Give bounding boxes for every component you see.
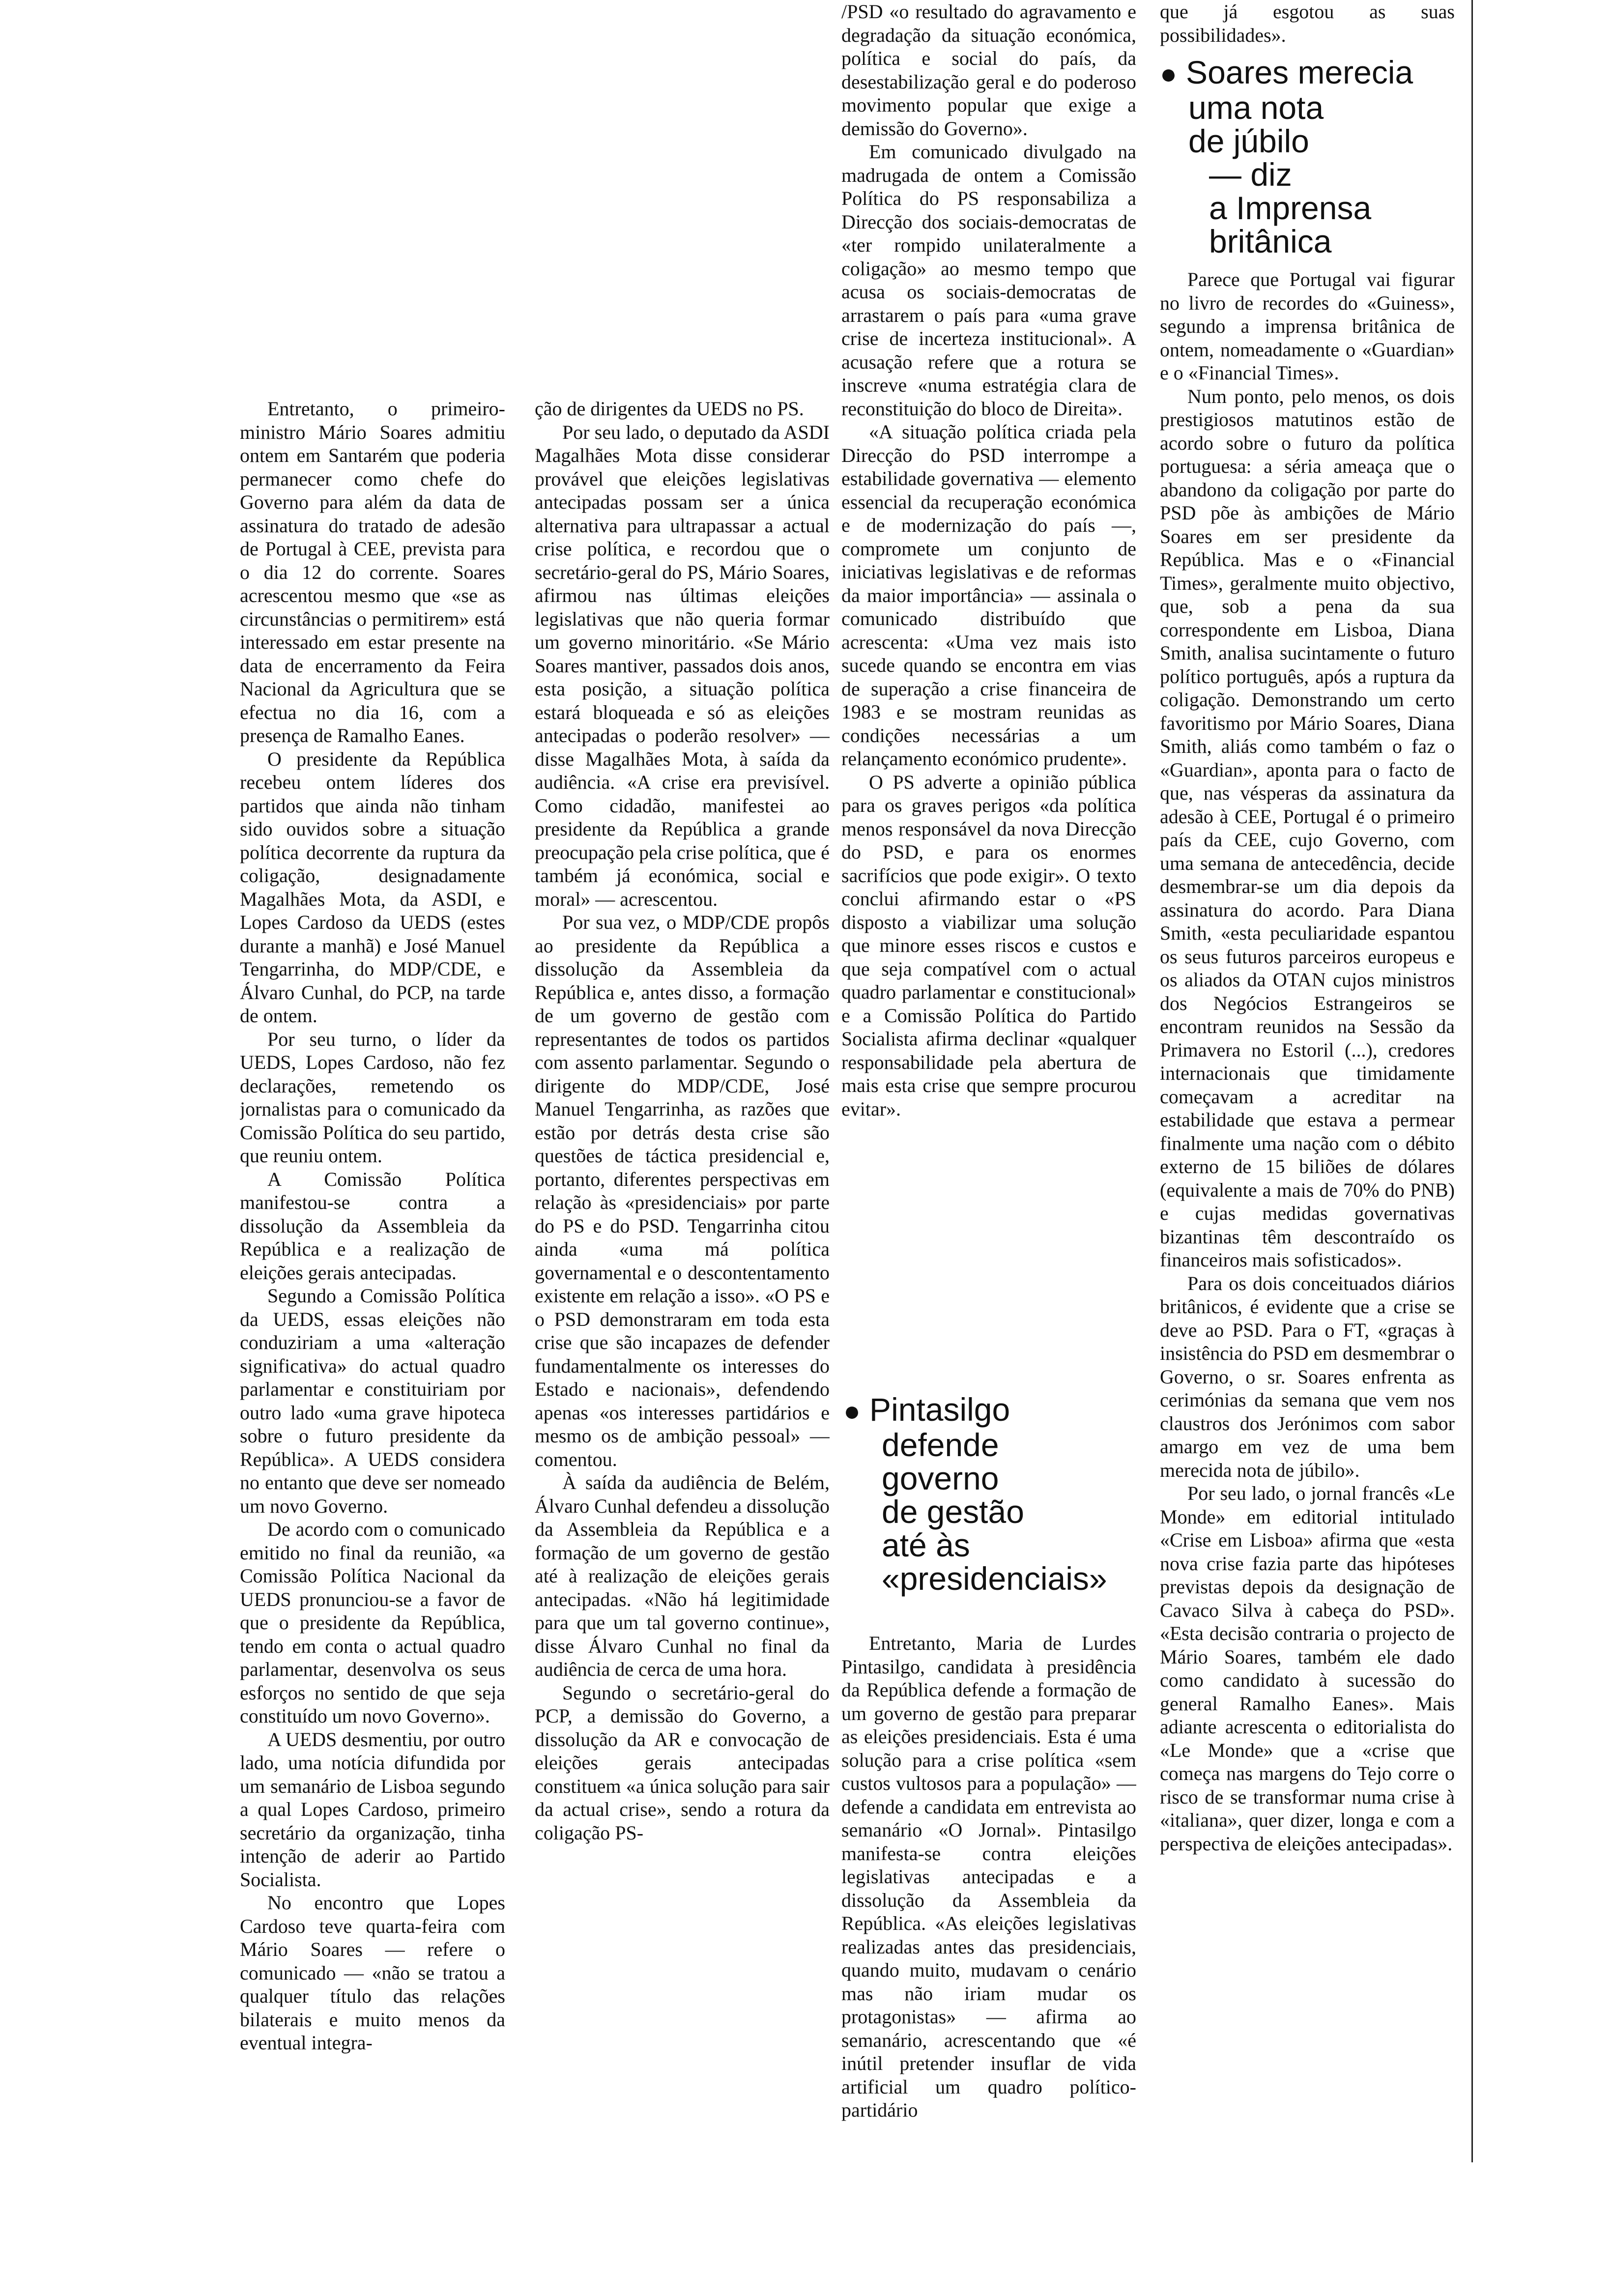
paragraph: Segundo a Comissão Política da UEDS, essas eleições não conduziriam a uma «alteração significativa» do actual quadro parlamentar e constituiriam por outro lado «uma grave hipoteca sobre o futuro presidente da República». A UEDS considera no entanto que deve ser nomeado um novo Governo. (240, 1285, 505, 1517)
paragraph: No encontro que Lopes Cardoso teve quarta-feira com Mário Soares — refere o comunicado — «não se tratou a qualquer título das relações bilaterais e muito menos da eventual integra- (240, 1892, 505, 2054)
headline-line: «presidenciais» (882, 1560, 1107, 1597)
paragraph: ção de dirigentes da UEDS no PS. (535, 398, 804, 420)
lead-text (1160, 0, 1455, 47)
article-column-2 (535, 397, 830, 2127)
paragraph: O PS adverte a opinião pública para os graves perigos «da política menos responsável da nova Direcção do PSD, e para os enormes sacrifícios que pode exigir». O texto conclui afirmando estar o «PS disposto a viabilizar uma solução que minore esses riscos e custos e que seja compatível com o actual quadro parlamentar e constitucional» e a Comissão Política do Partido Socialista afirma declinar «qualquer responsabilidade pela abertura de mais esta crise que sempre procurou evitar». (841, 771, 1136, 1120)
headline-line: ● Pintasilgo (843, 1391, 1010, 1428)
paragraph: À saída da audiência de Belém, Álvaro Cunhal defendeu a dissolução da Assembleia da República e a formação de um governo de gestão até à realização de eleições gerais antecipadas. «Não há legitimidade para que um tal governo continue», disse Álvaro Cunhal no final da audiência de cerca de uma hora. (535, 1471, 830, 1680)
paragraph: De acordo com o comunicado emitido no final da reunião, «a Comissão Política Nacional da UEDS pronunciou-se a favor de que o presidente da República, tendo em conta o actual quadro parlamentar, desenvolva os seus esforços no sentido de que seja constituído um novo Governo». (240, 1518, 505, 1727)
headline-line: britânica (1209, 223, 1332, 259)
headline-line: de júbilo (1188, 123, 1309, 159)
pintasilgo-headline (843, 1393, 1138, 1609)
paragraph: Por seu turno, o líder da UEDS, Lopes Cardoso, não fez declarações, remetendo os jornalistas para o comunicado da Comissão Política do seu partido, que reuniu ontem. (240, 1028, 505, 1167)
paragraph: «A situação política criada pela Direcção do PSD interrompe a estabilidade governativa — elemento essencial da recuperação económica e de modernização do país —, compromete um conjunto de iniciativas legislativas e de reformas da maior importância» — assinala o comunicado distribuído que acrescenta: «Uma vez mais isto sucede quando se encontra em vias de superação a crise financeira de 1983 e se mostram reunidas as condições necessárias a um relançamento económico prudente». (841, 421, 1136, 770)
headline-line: governo (882, 1460, 999, 1496)
paragraph: O presidente da República recebeu ontem líderes dos partidos que ainda não tinham sido ouvidos sobre a situação política decorrente da ruptura da coligação, designadamente Magalhães Mota, da ASDI, e Lopes Cardoso da UEDS (estes durante a manhã) e José Manuel Tengarrinha, do MDP/CDE, e Álvaro Cunhal, do PCP, na tarde de ontem. (240, 747, 505, 1027)
paragraph: Parece que Portugal vai figurar no livro de recordes do «Guiness», segundo a imprensa britânica de ontem, nomeadamente o «Guardian» e o «Financial Times». (1160, 268, 1455, 384)
soares-headline (1160, 56, 1455, 258)
paragraph: Por seu lado, o deputado da ASDI Magalhães Mota disse considerar provável que eleições legislativas antecipadas possam ser a única alternativa para ultrapassar a actual crise política, e recordou que o secretário-geral do PS, Mário Soares, afirmou nas últimas eleições legislativas que não queria formar um governo minoritário. «Se Mário Soares mantiver, passados dois anos, esta posição, a situação política estará bloqueada e só as eleições antecipadas o poderão resolver» — disse Magalhães Mota, à saída da audiência. «A crise era previsível. Como cidadão, manifestei ao presidente da República a grande preocupação pela crise política, que é também já económica, social e moral» — acrescentou. (535, 421, 830, 910)
paragraph: Entretanto, o primeiro-ministro Mário Soares admitiu ontem em Santarém que poderia permanecer como chefe do Governo para além da data de assinatura do tratado de adesão de Portugal à CEE, prevista para o dia 12 do corrente. Soares acrescentou mesmo que «se as circunstâncias o permitirem» está interessado em estar presente na data de encerramento da Feira Nacional da Agricultura que se efectua no dia 16, com a presença de Ramalho Eanes. (240, 398, 505, 746)
headline-line: a Imprensa (1209, 190, 1372, 226)
bullet-icon: ● (843, 1395, 861, 1427)
headline-line: de gestão (882, 1493, 1024, 1530)
paragraph: Entretanto, Maria de Lurdes Pintasilgo, candidata à presidência da República defende a formação de um governo de gestão para preparar as eleições presidenciais. Esta é uma solução para a crise política «sem custos vultosos para a população» — defende a candidata em entrevista ao semanário «O Jornal». Pintasilgo manifesta-se contra eleições legislativas antecipadas e a dissolução da Assembleia da República. «As eleições legislativas realizadas antes das presidenciais, quando muito, mudavam o cenário mas não iriam mudar os protagonistas» — afirma ao semanário, acrescentando que «é inútil pretender insuflar de vida artificial um quadro político-partidário (841, 1632, 1136, 2121)
bullet-icon: ● (1160, 58, 1178, 90)
paragraph: Em comunicado divulgado na madrugada de ontem a Comissão Política do PS responsabiliza a Direcção dos sociais-democratas de «ter rompido unilateralmente a coligação» ao mesmo tempo que acusa os sociais-democratas de arrastarem o país para «uma grave crise de incerteza institucional». A acusação refere que a rotura se inscreve «numa estratégia clara de reconstituição do bloco de Direita». (841, 141, 1136, 420)
paragraph: Para os dois conceituados diários britânicos, é evidente que a crise se deve ao PSD. Para o FT, «graças à insistência do PSD em desmembrar o Governo, o sr. Soares enfrenta as cerimónias da semana que vem nos claustros dos Jerónimos com sabor amargo em vez de uma bem merecida nota de júbilo». (1160, 1272, 1455, 1481)
article-column-3-continued (841, 1632, 1136, 2128)
paragraph: Segundo o secretário-geral do PCP, a demissão do Governo, a dissolução da AR e convocação de eleições gerais antecipadas constituem «a única solução para sair da actual crise», sendo a rotura da coligação PS- (535, 1681, 830, 1844)
article-body (1160, 268, 1455, 1855)
article-column-4 (1160, 0, 1455, 2177)
article-column-1 (240, 397, 505, 2127)
headline-line: defende (882, 1427, 999, 1463)
headline-line: ● Soares merecia (1160, 54, 1413, 90)
headline-line: até às (882, 1527, 970, 1563)
paragraph: A UEDS desmentiu, por outro lado, uma notícia difundida por um semanário de Lisboa segundo a qual Lopes Cardoso, primeiro secretário da organização, tinha intenção de aderir ao Partido Socialista. (240, 1728, 505, 1891)
paragraph: Por sua vez, o MDP/CDE propôs ao presidente da República a dissolução da Assembleia da República e, antes disso, a formação de um governo de gestão com representantes de todos os partidos com assento parlamentar. Segundo o dirigente do MDP/CDE, José Manuel Tengarrinha, as razões que estão por detrás desta crise são questões de táctica presidencial e, portanto, diferentes perspectivas em relação às «presidenciais» por parte do PS e do PSD. Tengarrinha citou ainda «uma má política governamental e o descontentamento existente em relação a isso». «O PS e o PSD demonstraram em toda esta crise que são incapazes de defender fundamentalmente os interesses do Estado e nacionais», defendendo apenas «os interesses partidários e mesmo os de ambição pessoal» — comentou. (535, 911, 830, 1470)
paragraph: Num ponto, pelo menos, os dois prestigiosos matutinos estão de acordo sobre o futuro da política portuguesa: a séria ameaça que o abandono da coligação por parte do PSD põe às ambições de Mário Soares em ser presidente da República. Mas e o «Financial Times», geralmente muito objectivo, que, sob a pena da sua correspondente em Lisboa, Diana Smith, analisa sucintamente o futuro político português, após a ruptura da coligação. Demonstrando um certo favoritismo por Mário Soares, Diana Smith, aliás como também o faz o «Guardian», aponta para o facto de que, nas vésperas da assinatura da adesão à CEE, Portugal é o primeiro país da CEE, cujo Governo, com uma semana de antecedência, decide desmembrar-se um dia depois da assinatura do acordo. Para Diana Smith, «esta peculiaridade espantou os seus futuros parceiros europeus e os aliados da OTAN cujos ministros dos Negócios Estrangeiros se encontram reunidos na Sessão da Primavera no Estoril (...), credores internacionais que timidamente começavam a acreditar na estabilidade que estava a permear finalmente uma nação com o débito externo de 15 biliões de dólares (equivalente a mais de 70% do PNB) e cujas medidas governativas bizantinas têm descontraído os financeiros mais sofisticados». (1160, 385, 1455, 1271)
paragraph: /PSD «o resultado do agravamento e degradação da situação económica, política e social do país, da desestabilização geral e do poderoso movimento popular que exige a demissão do Governo». (841, 0, 1136, 140)
paragraph: que já esgotou as suas possibilidades». (1160, 0, 1455, 46)
right-margin-rule (1471, 0, 1473, 2162)
article-column-3 (841, 0, 1136, 1376)
paragraph: A Comissão Política manifestou-se contra a dissolução da Assembleia da República e a realização de eleições gerais antecipadas. (240, 1168, 505, 1284)
paragraph: Por seu lado, o jornal francês «Le Monde» em editorial intitulado «Crise em Lisboa» afirma que «esta nova crise fazia parte das hipóteses previstas depois da designação de Cavaco Silva à cabeça do PSD». «Esta decisão contraria o projecto de Mário Soares, também ele dado como candidato à sucessão do general Ramalho Eanes». Mais adiante acrescenta o editorialista do «Le Monde» que a «crise que começa nas margens do Tejo corre o risco de se transformar numa crise à «italiana», quer dizer, longa e com a perspectiva de eleições antecipadas». (1160, 1482, 1455, 1855)
headline-line: uma nota (1188, 89, 1324, 126)
headline-line: — diz (1209, 156, 1292, 193)
